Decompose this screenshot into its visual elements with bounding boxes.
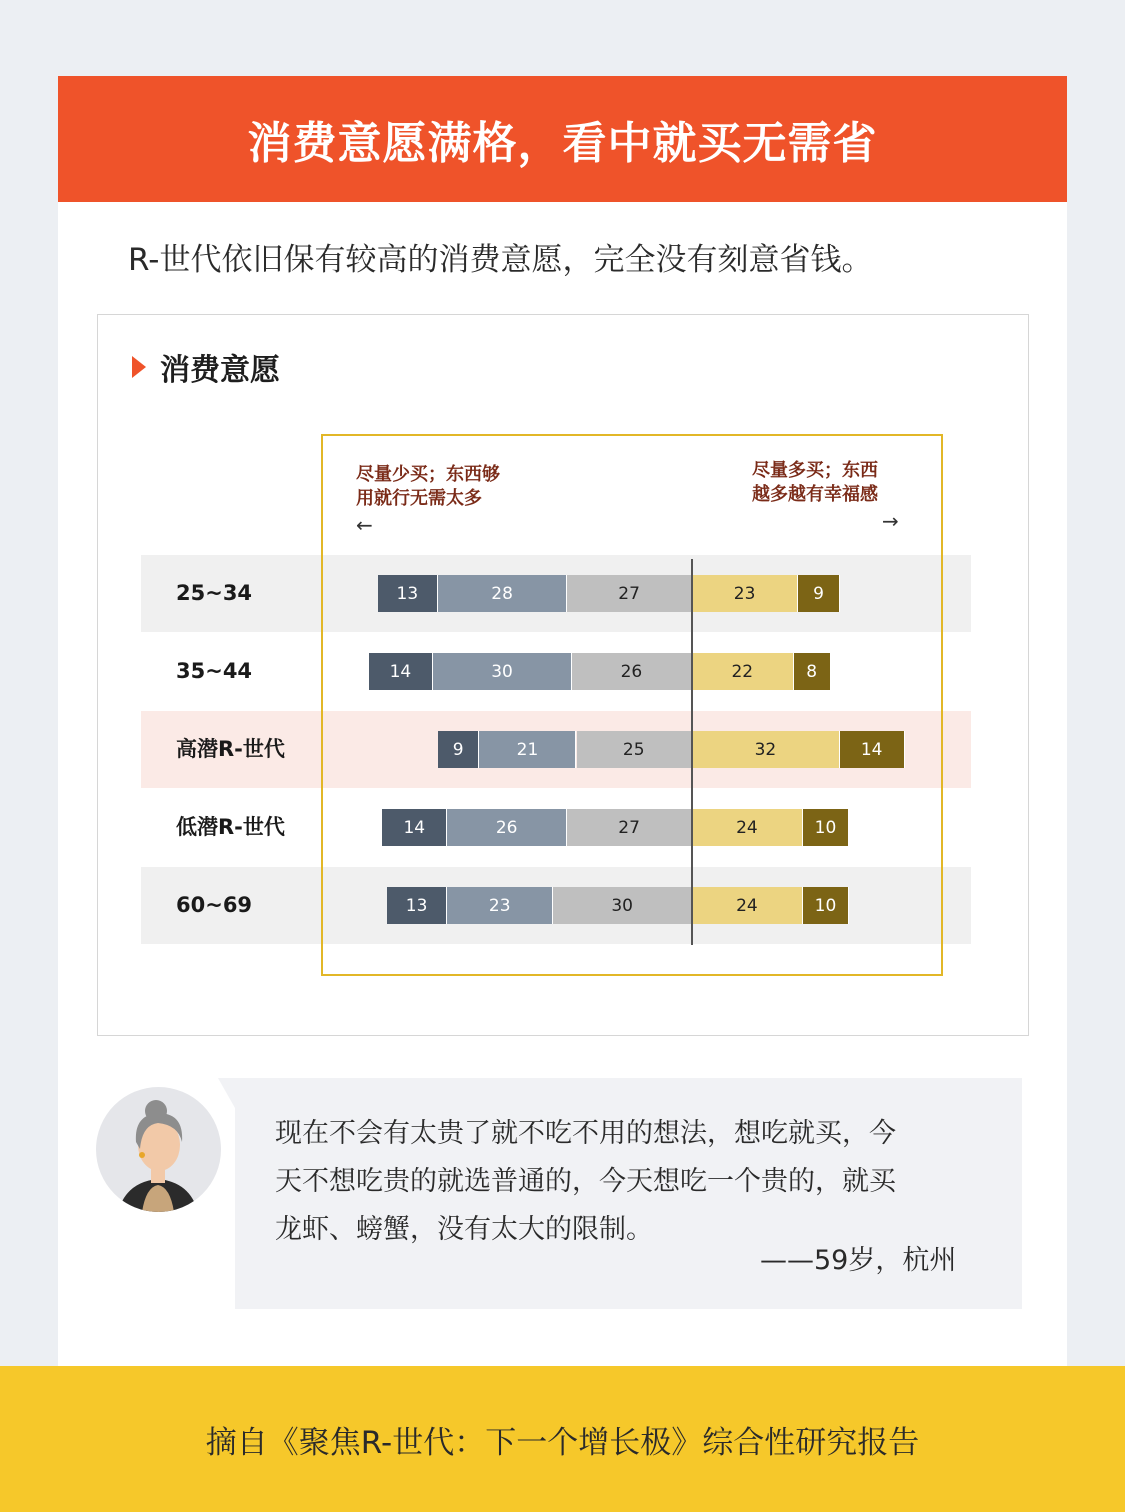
- footer-text: 摘自《聚焦R-世代：下一个增长极》综合性研究报告: [205, 1424, 920, 1461]
- quote-line: 现在不会有太贵了就不吃不用的想法，想吃就买，今: [275, 1118, 896, 1149]
- triangle-bullet-icon: [132, 356, 146, 378]
- right-annotation: [752, 459, 878, 507]
- category-label: 低潜R-世代: [176, 815, 285, 839]
- chart-panel: [97, 314, 1029, 1036]
- bar-segment: 10: [803, 887, 849, 924]
- quote-line: 天不想吃贵的就选普通的，今天想吃一个贵的，就买: [275, 1166, 896, 1197]
- bar-segment: 21: [479, 731, 576, 768]
- bar-segment: 10: [803, 809, 849, 846]
- center-axis: [691, 559, 693, 945]
- chart-title: 消费意愿: [160, 353, 280, 388]
- bar-segment: 14: [382, 809, 447, 846]
- bar-segment: 13: [387, 887, 447, 924]
- right-annotation-line2: 越多越有幸福感: [752, 484, 878, 505]
- bar-segment: 24: [692, 887, 803, 924]
- chart-heading: [132, 345, 280, 389]
- subtitle: R-世代依旧保有较高的消费意愿，完全没有刻意省钱。: [128, 242, 873, 278]
- bar-segment: 32: [692, 731, 840, 768]
- left-annotation-line2: 用就行无需太多: [356, 488, 482, 509]
- category-label: 25~34: [176, 581, 253, 605]
- category-label: 高潜R-世代: [176, 737, 285, 761]
- avatar: [96, 1087, 221, 1212]
- bar-segment: 23: [692, 575, 798, 612]
- bar-segment: 25: [577, 731, 693, 768]
- page-banner: [58, 76, 1067, 202]
- quote-bubble-tail: [218, 1078, 235, 1108]
- bar-segment: 14: [840, 731, 905, 768]
- category-label: 60~69: [176, 893, 253, 917]
- left-arrow-icon: ←: [356, 513, 373, 537]
- category-label: 35~44: [176, 659, 253, 683]
- bar-segment: 30: [433, 653, 572, 690]
- bar-segment: 27: [567, 809, 692, 846]
- bar-segment: 9: [438, 731, 480, 768]
- right-annotation-line1: 尽量多买；东西: [752, 460, 878, 481]
- right-arrow-icon: →: [882, 509, 899, 533]
- elderly-woman-avatar-icon: [96, 1087, 221, 1212]
- left-annotation-line1: 尽量少买；东西够: [356, 464, 500, 485]
- bar-segment: 27: [567, 575, 692, 612]
- bar-segment: 13: [378, 575, 438, 612]
- bar-segment: 14: [369, 653, 434, 690]
- bar-segment: 9: [798, 575, 840, 612]
- bar-segment: 30: [553, 887, 692, 924]
- bar-segment: 22: [692, 653, 794, 690]
- bar-segment: 28: [438, 575, 567, 612]
- quote-text: [275, 1110, 995, 1254]
- bar-segment: 24: [692, 809, 803, 846]
- bar-segment: 26: [447, 809, 567, 846]
- bar-segment: 23: [447, 887, 553, 924]
- highlight-frame: [321, 434, 943, 976]
- quote-line: 龙虾、螃蟹，没有太大的限制。: [275, 1214, 653, 1245]
- footer-source: [0, 1366, 1125, 1512]
- banner-title: 消费意愿满格，看中就买无需省: [247, 118, 878, 169]
- left-annotation: [356, 463, 500, 511]
- bar-segment: 26: [572, 653, 692, 690]
- bar-segment: 8: [794, 653, 831, 690]
- quote-source: ——59岁，杭州: [760, 1245, 957, 1276]
